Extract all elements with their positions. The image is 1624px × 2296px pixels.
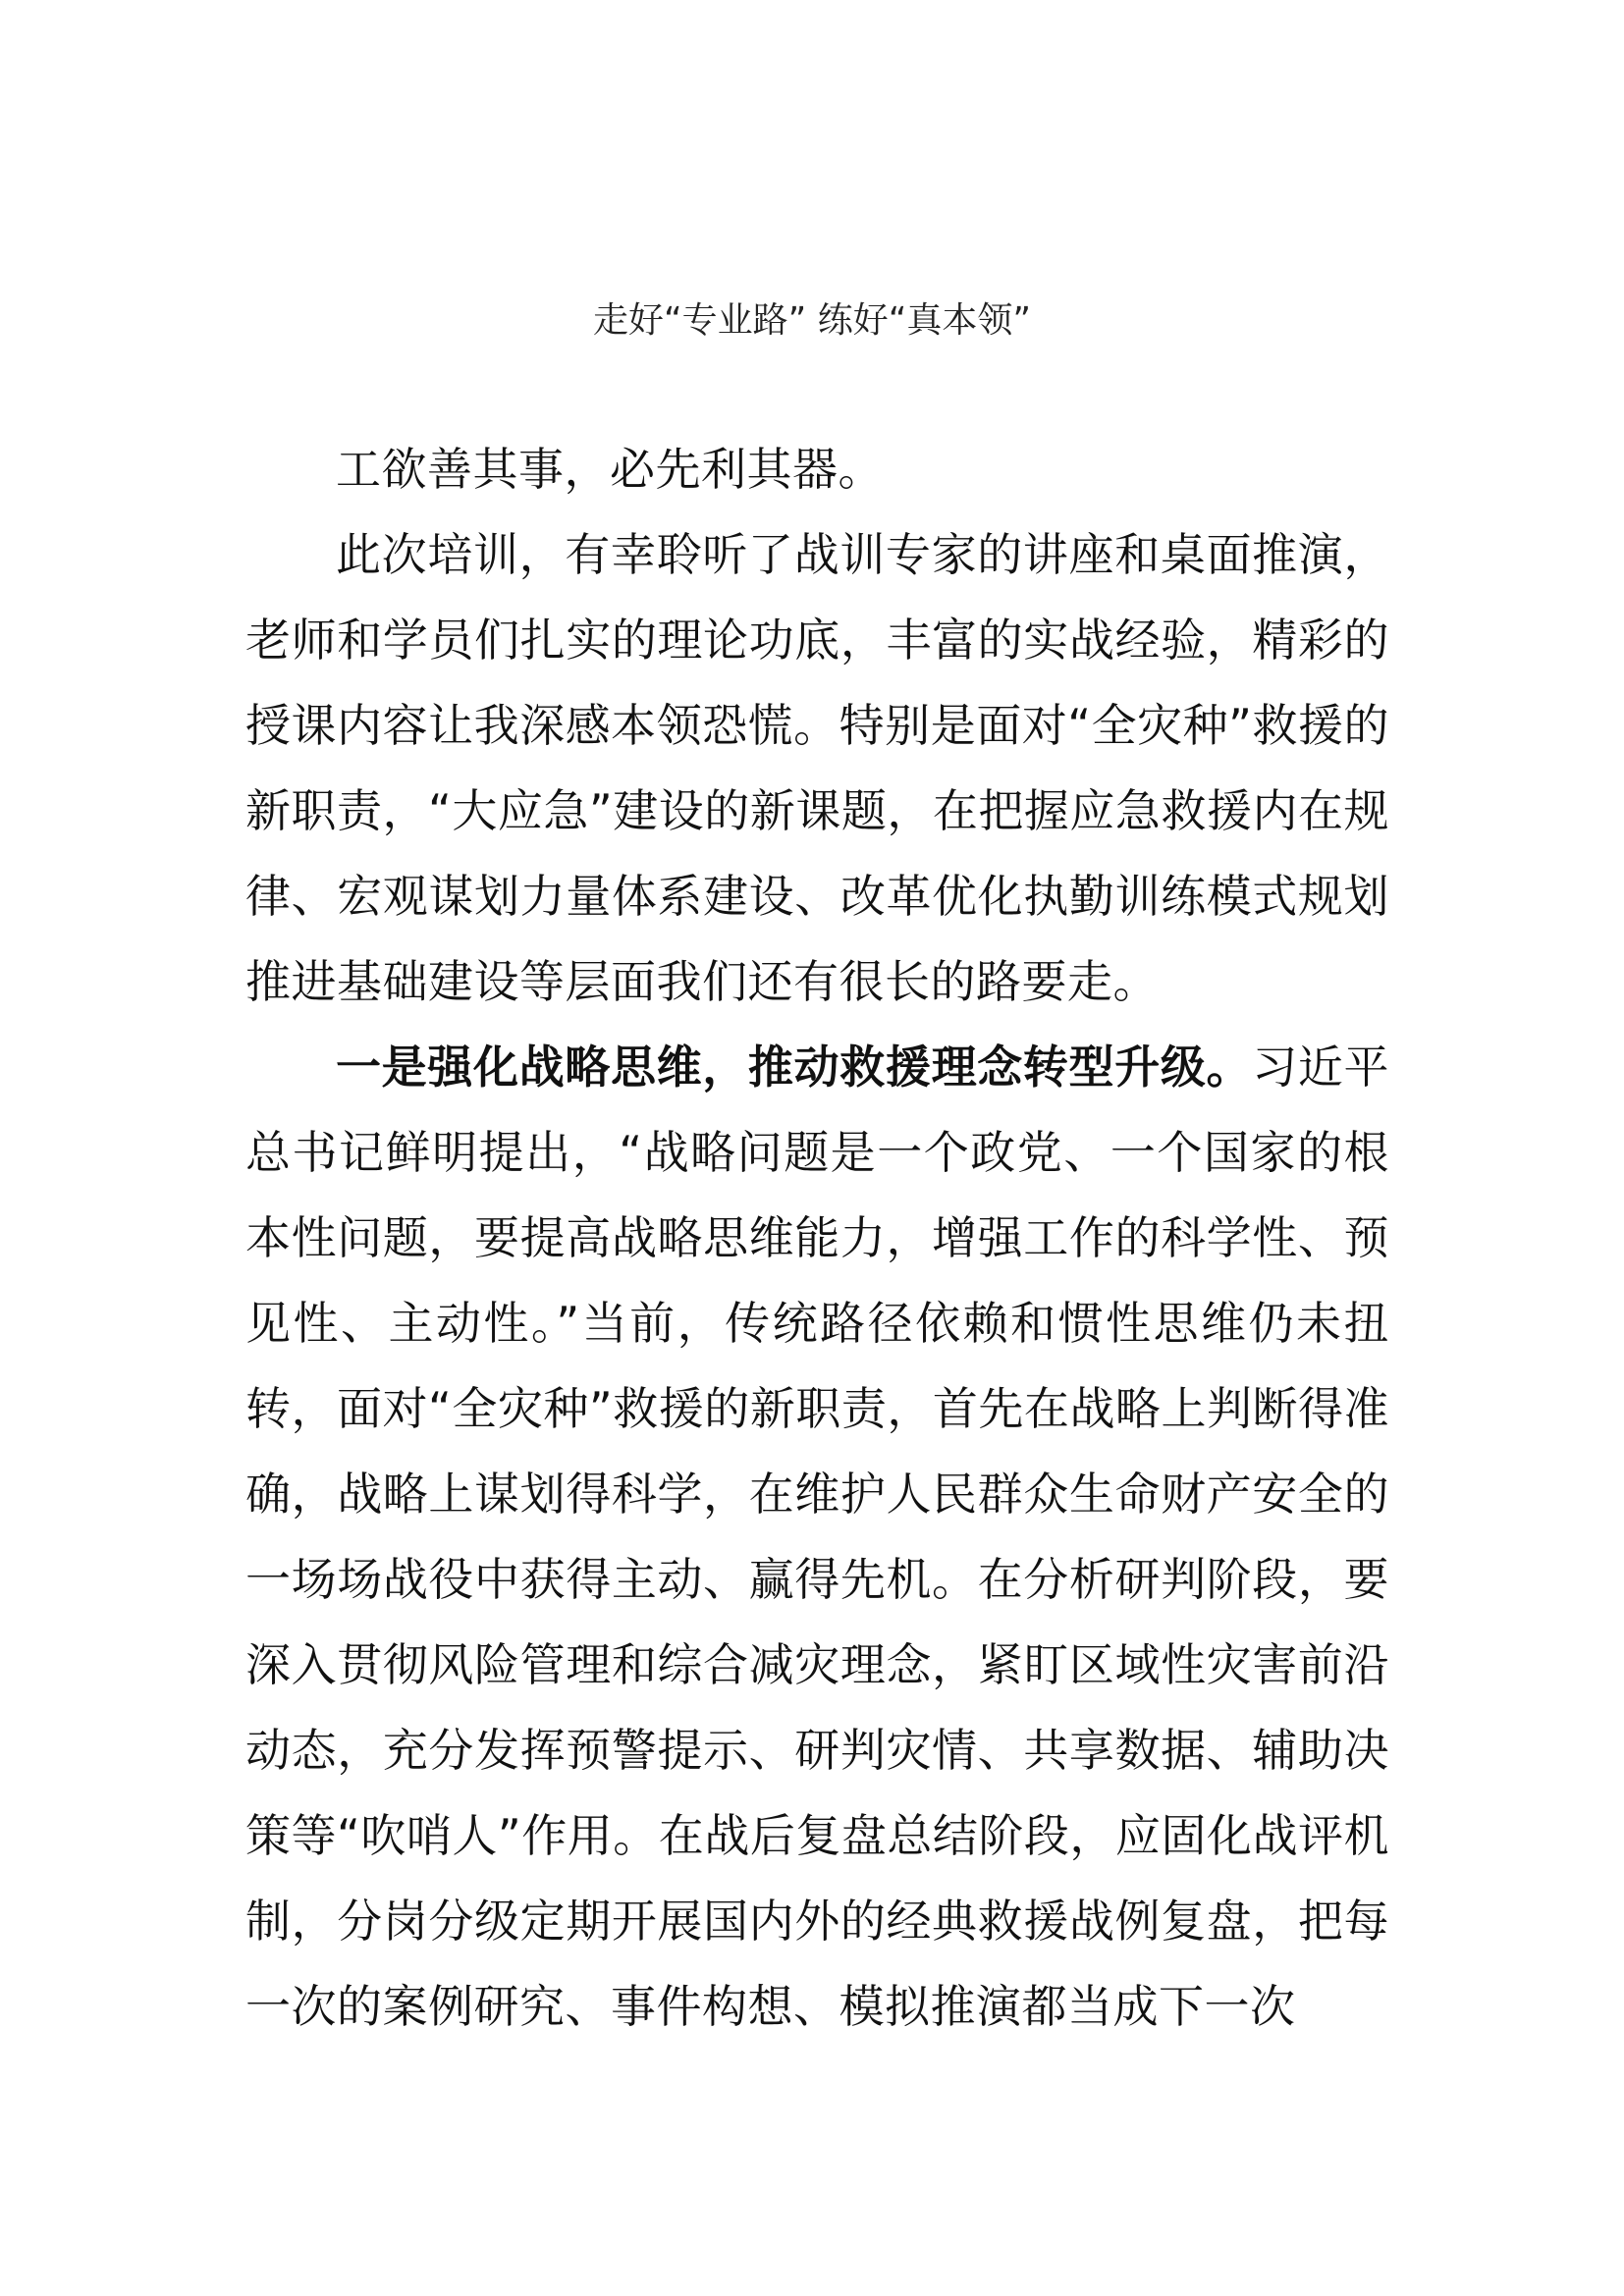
paragraph-opening: 工欲善其事，必先利其器。 [336,443,884,496]
paragraph-lead-heading: 一是强化战略思维，推动救援理念转型升级。 [336,1041,1253,1094]
paragraph-body-text: 习近平总书记鲜明提出，“战略问题是一个政党、一个国家的根本性问题，要提高战略思维能力，增强工作的科学性、预见性、主动性。”当前，传统路径依赖和惯性思维仍未扭转，面对“全灾种”救援的新职责，首先在战略上判断得准确，战略上谋划得科学，在维护人民群众生命财产安全的一场场战役中获得主动、赢得先机。在分析研判阶段，要深入贯彻风险管理和综合减灾理念，紧盯区域性灾害前沿动态，充分发挥预警提示、研判灾情、共享数据、辅助决策等“吹哨人”作用。在战后复盘总结阶段，应固化战评机制，分岗分级定期开展国内外的经典救援战例复盘，把每一次的案例研究、事件构想、模拟推演都当成下一次 [245,1041,1390,2033]
paragraph-strategic-thinking [245,1025,1389,2050]
document-title: 走好“专业路” 练好“真本领” [592,300,1032,341]
paragraph-training-reflection: 此次培训，有幸聆听了战训专家的讲座和桌面推演，老师和学员们扎实的理论功底，丰富的实战经验，精彩的授课内容让我深感本领恐慌。特别是面对“全灾种”救援的新职责，“大应急”建设的新课题，在把握应急救援内在规律、宏观谋划力量体系建设、改革优化执勤训练模式规划推进基础建设等层面我们还有很长的路要走。 [245,528,1389,1008]
document-body [245,427,1389,2050]
